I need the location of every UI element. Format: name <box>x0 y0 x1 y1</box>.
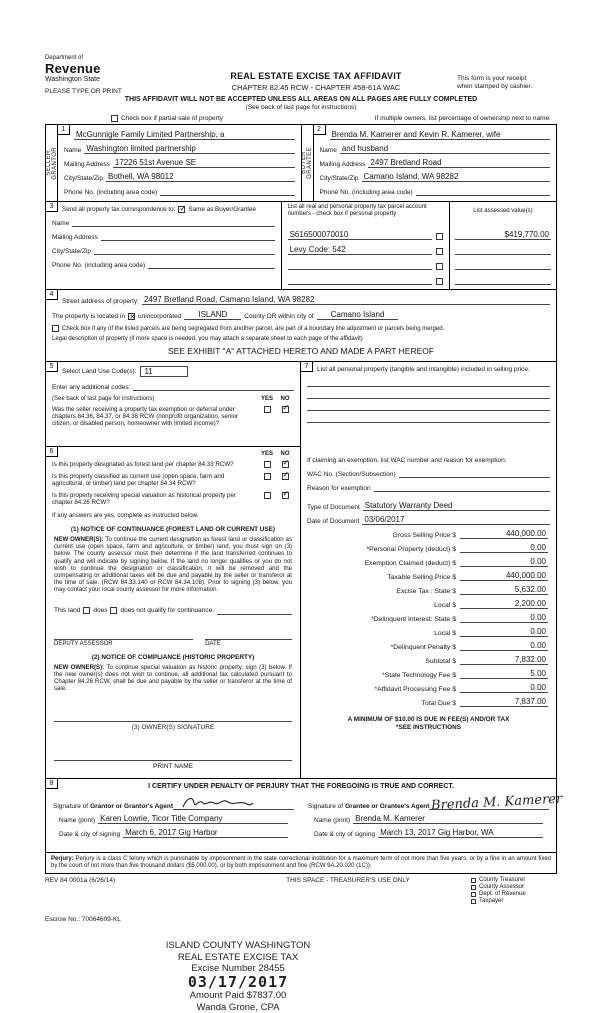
notice1-body: To continue the current designation as forest land or classification as current use (open space, farm and agriculture, or timber) land, you must sign on (3) below. The county assessor must then determine if the land transferred continues to qualify and will indicate by signing below. If the land no longer qualifies or you do not wish to continue the designation or classification, it will be removed and the compensating or additional taxes will be due and payable by the seller or transferor at the time of sale. (RCW 84.33.140 or RCW 84.34.108). Prior to signing (3) below, you may contact your local county assessor for more information. <box>54 536 292 594</box>
county-or-city-label: County OR within city of <box>244 313 314 320</box>
section-3-badge: 3 <box>46 202 58 212</box>
form-body <box>45 124 563 874</box>
section-7-badge: 7 <box>301 362 313 372</box>
current-use-question: Is this property classified as current use (open space, farm and agricultural, or timber) land per chapter 84.34 RCW? <box>52 473 225 488</box>
parcel-number-4[interactable] <box>288 275 432 285</box>
parcel-2-personal-checkbox[interactable] <box>436 248 443 255</box>
department-of-label: Department of <box>45 55 84 61</box>
historic-no-checkbox[interactable] <box>282 492 289 499</box>
street-address-field[interactable]: 2497 Bretland Road, Camano Island, WA 98282 <box>142 295 550 305</box>
certification-section <box>46 779 563 853</box>
buyer-side-word2: GRANTEE <box>307 147 313 179</box>
grantor-name-print-field[interactable]: Karen Lowrie, Ticor Title Company <box>98 814 288 824</box>
seller-phone-label: Phone No. (including area code) <box>64 189 158 196</box>
reason-label: Reason for exemption <box>307 485 371 492</box>
grantee-agent-label: Grantee or Grantee's Agent <box>345 803 430 811</box>
receipt-note <box>457 55 557 91</box>
affidavit-page <box>45 55 563 1013</box>
delinquent-interest-local-label: Local $ <box>434 630 456 637</box>
county-assessor-label: County Assessor <box>479 884 525 891</box>
minimum-fee-note: A MINIMUM OF $10.00 IS DUE IN FEE(S) AND/OR TAX <box>347 716 510 723</box>
stamp-date: 03/17/2017 <box>187 972 289 991</box>
stamp-county-line: ISLAND COUNTY WASHINGTON <box>165 940 311 952</box>
deferral-question: Was the seller receiving a property tax exemption or deferral under chapters 84.36, 84.37, or 84.38 RCW (nonprofit organization, senior citizen, or disabled person, homeowner with limited income)? <box>52 406 239 428</box>
land-use-code-label: Select Land Use Code(s): <box>62 368 137 375</box>
exemption-note: If claiming an exemption, list WAC number and reason for exemption: <box>307 457 507 464</box>
type-of-document-label: Type of Document <box>307 504 360 511</box>
taxpayer-checkbox[interactable] <box>471 899 476 904</box>
grantee-name-print-label: Name (print) <box>314 817 351 825</box>
delinquent-interest-local-value[interactable]: 0.00 <box>460 627 548 637</box>
section-4-badge: 4 <box>46 290 58 300</box>
seller-name-line2[interactable]: Washington limited partnership <box>84 144 294 154</box>
dor-logo <box>45 55 175 83</box>
current-use-yes-checkbox[interactable] <box>264 473 271 480</box>
personal-property-line-4[interactable] <box>307 411 550 423</box>
land-use-code-field[interactable]: 11 <box>140 366 188 377</box>
historic-yes-checkbox[interactable] <box>264 492 271 499</box>
exemption-claimed-label: Exemption Claimed (deduct) $ <box>364 560 456 567</box>
parcel-3-personal-checkbox[interactable] <box>436 263 443 270</box>
section-2-badge: 2 <box>314 125 326 135</box>
seller-csz-label: City/State/Zip <box>64 175 104 182</box>
multiple-owners-note: If multiple owners, list percentage of ownership next to name. <box>374 115 551 122</box>
this-land-label: This land <box>54 607 81 615</box>
stamp-tax-line: REAL ESTATE EXCISE TAX <box>177 951 299 963</box>
seller-mailing-label: Mailing Address <box>64 161 110 168</box>
grantor-date-city-field[interactable]: March 6, 2017 Gig Harbor <box>123 828 288 838</box>
county-treasurer-label: County Treasurer <box>479 877 526 884</box>
unincorporated-label: unincorporated <box>137 313 182 320</box>
grantor-name-print-label: Name (print) <box>59 817 96 825</box>
taxable-selling-price-label: Taxable Selling Price $ <box>387 574 456 581</box>
current-use-no-checkbox[interactable] <box>282 473 289 480</box>
stamp-amount-paid: Amount Paid $7837.00 <box>189 990 287 1002</box>
forest-yes-checkbox[interactable] <box>264 461 271 468</box>
grantor-signature-line[interactable] <box>173 798 294 810</box>
segregated-label: Check box if any of the listed parcels are being segregated from another parcel, are part of a boundary line adjustment or parcels being merged. <box>62 325 445 332</box>
buyer-name-line2[interactable]: and husband <box>340 144 550 154</box>
seller-name-label: Name <box>64 147 82 154</box>
grantor-signature-of-label: Signature of <box>53 803 89 811</box>
historic-question: Is this property receiving special valuation as historical property per chapter 84.26 RCW? <box>52 491 236 506</box>
seller-side-word2: GRANTOR <box>51 146 58 180</box>
seller-side-word1: SELLER <box>45 150 52 176</box>
county-assessor-checkbox[interactable] <box>471 885 476 890</box>
treasurer-use-label: THIS SPACE - TREASURER'S USE ONLY <box>286 877 410 885</box>
personal-property-section <box>301 362 556 778</box>
header-title-block <box>175 55 457 92</box>
personal-property-deduct-value[interactable]: 0.00 <box>460 543 548 553</box>
does-not-label: does not qualify for continuance. <box>120 607 215 615</box>
header-left <box>45 55 175 95</box>
wac-field[interactable] <box>399 468 550 478</box>
forest-no-checkbox[interactable] <box>282 461 289 468</box>
seller-grantor-side-label <box>46 125 58 201</box>
grantee-date-city-label: Date & city of signing <box>314 831 376 839</box>
section-6-badge: 6 <box>46 447 58 457</box>
escrow-number <box>45 916 557 923</box>
buyer-grantee-side-label <box>302 125 314 201</box>
grantor-date-city-label: Date & city of signing <box>59 831 121 839</box>
grantee-date-city-field[interactable]: March 13, 2017 Gig Harbor, WA <box>378 828 543 838</box>
grantee-signature-of-label: Signature of <box>308 803 344 811</box>
sec5-yes-header: YES <box>260 396 273 402</box>
notice-continuance-title: (1) NOTICE OF CONTINUANCE (FOREST LAND OR CURRENT USE) <box>70 526 276 534</box>
does-label: does <box>93 607 108 615</box>
gross-selling-price-value[interactable]: 440,000.00 <box>460 529 548 539</box>
if-yes-note: If any answers are yes, complete as instructed below. <box>52 512 199 520</box>
wac-label: WAC No. (Section/Subsection) <box>307 471 396 478</box>
copy-distribution-list <box>471 877 557 905</box>
located-in-label: The property is located in <box>52 313 125 320</box>
see-back-note: (See back of last page for instructions) <box>52 396 155 402</box>
form-subtitle: CHAPTER 82.45 RCW - CHAPTER 458-61A WAC <box>231 83 401 92</box>
street-address-label: Street address of property: <box>62 298 139 305</box>
parcel-4-personal-checkbox[interactable] <box>436 278 443 285</box>
same-as-buyer-label: Same as Buyer/Grantee <box>188 206 256 213</box>
please-type-or-print-label: PLEASE TYPE OR PRINT <box>45 88 122 95</box>
section-8-badge: 8 <box>46 779 58 789</box>
notice1-lead: NEW OWNER(S): <box>54 536 104 544</box>
subtotal-value[interactable]: 7,832.00 <box>460 655 548 665</box>
tax-correspondence-section <box>46 202 556 290</box>
personal-property-line-3[interactable] <box>307 399 550 411</box>
corr-csz-label: City/State/Zip <box>52 248 92 255</box>
county-field[interactable]: ISLAND <box>184 310 241 320</box>
assessed-values-header: List assessed value(s) <box>473 208 533 214</box>
forest-land-question: Is this property designated as forest land per chapter 84.33 RCW? <box>52 461 234 468</box>
buyer-name-line1[interactable]: Brenda M. Kamerer and Kevin R. Kamerer, wife <box>330 130 551 140</box>
corr-mailing-field[interactable] <box>101 231 275 241</box>
escrow-label: Escrow No.: <box>45 916 81 924</box>
deferral-yes-checkbox[interactable] <box>264 406 271 413</box>
form-revision-number: REV 84 0001a (6/26/14) <box>45 877 116 885</box>
delinquent-penalty-label: *Delinquent Penalty $ <box>390 644 456 651</box>
form-title: REAL ESTATE EXCISE TAX AFFIDAVIT <box>230 71 402 81</box>
total-due-label: Total Due $ <box>421 700 456 707</box>
does-not-checkbox[interactable] <box>110 607 117 614</box>
taxpayer-label: Taxpayer <box>479 898 504 905</box>
personal-property-deduct-label: *Personal Property (deduct) $ <box>366 546 456 553</box>
corr-phone-field[interactable] <box>148 259 274 269</box>
additional-codes-field[interactable] <box>133 381 294 391</box>
print-name-line[interactable] <box>54 749 292 761</box>
escrow-value: 70064609-KL <box>81 916 121 924</box>
corr-name-label: Name <box>52 220 70 227</box>
county-treasurer-checkbox[interactable] <box>471 878 476 883</box>
personal-property-line-1[interactable] <box>307 375 550 387</box>
excise-tax-state-label: Excise Tax : State $ <box>396 588 456 595</box>
buyer-section <box>301 125 557 201</box>
grantee-signature-block <box>301 790 563 839</box>
personal-property-label: List all personal property (tangible and intangible) included in selling price. <box>317 366 530 373</box>
total-due-value[interactable]: 7,837.00 <box>460 697 548 707</box>
dept-of-revenue-label: Dept. of Revenue <box>479 891 526 898</box>
section-5-badge: 5 <box>46 362 58 372</box>
excise-tax-state-value[interactable]: 5,632.00 <box>460 585 548 595</box>
parcel-1-personal-checkbox[interactable] <box>436 233 443 240</box>
owners-signature-line[interactable] <box>54 710 292 722</box>
deputy-date-label: DATE <box>205 640 221 647</box>
corr-phone-label: Phone No. (including area code) <box>52 262 146 269</box>
buyer-phone-field[interactable] <box>416 186 550 196</box>
seller-section <box>46 125 301 201</box>
send-correspondence-label: Send all property tax correspondence to: <box>62 206 176 213</box>
grantee-signature: Brenda M. Kamerer <box>431 792 563 814</box>
buyer-name-label: Name <box>319 147 337 154</box>
state-technology-fee-label: *State Technology Fee $ <box>382 672 456 679</box>
perjury-lead: Perjury: <box>51 856 74 863</box>
perjury-notice <box>46 853 556 873</box>
partial-sale-checkbox[interactable] <box>111 115 118 122</box>
levy-code-field[interactable] <box>288 245 432 255</box>
stamp-cashier-name: Wanda Grone, CPA <box>196 1001 280 1013</box>
deputy-date-line[interactable] <box>205 630 292 640</box>
legal-description-label: Legal description of property (if more space is needed, you may attach a separate sheet to each page of the affidavit) <box>52 336 363 342</box>
washington-state-label: Washington State <box>45 76 100 83</box>
footer-row <box>45 877 557 905</box>
taxable-selling-price-value[interactable]: 440,000.00 <box>460 571 548 581</box>
levy-code-label: Levy Code: <box>289 245 331 254</box>
does-checkbox[interactable] <box>83 607 90 614</box>
assessed-value-4[interactable] <box>455 275 551 285</box>
grantee-signature-line[interactable] <box>429 792 563 814</box>
stamp-excise-number: Excise Number 28455 <box>191 963 285 975</box>
grantor-signature <box>181 795 255 811</box>
city-field[interactable]: Camano Island <box>317 310 399 320</box>
buyer-csz-label: City/State/Zip <box>319 175 359 182</box>
personal-property-line-2[interactable] <box>307 387 550 399</box>
warning-subtext: (See back of last page for instructions) <box>245 104 357 111</box>
exemption-claimed-value[interactable]: 0.00 <box>460 557 548 567</box>
parties-section <box>46 125 556 202</box>
levy-code-value: 542 <box>332 245 346 254</box>
property-address-section <box>46 290 556 362</box>
subtotal-label: Subtotal $ <box>425 658 456 665</box>
buyer-mailing-label: Mailing Address <box>319 161 366 168</box>
deferral-no-checkbox[interactable] <box>282 406 289 413</box>
receipt-note-line1: This form is your receipt <box>457 75 527 82</box>
certify-statement: I CERTIFY UNDER PENALTY OF PERJURY THAT THE FOREGOING IS TRUE AND CORRECT. <box>148 783 454 791</box>
date-of-document-field[interactable]: 03/06/2017 <box>362 515 550 525</box>
segregated-checkbox[interactable] <box>52 325 59 332</box>
delinquent-interest-state-label: *Delinquent Interest: State $ <box>370 616 456 623</box>
grantee-name-print-field[interactable]: Brenda M. Kamerer <box>353 814 543 824</box>
assessed-value-3[interactable] <box>455 260 551 270</box>
corr-name-field[interactable] <box>72 217 274 227</box>
date-of-document-label: Date of Document <box>307 518 360 525</box>
owners-signature-label: (3) OWNER(S) SIGNATURE <box>131 724 215 732</box>
perjury-text: Perjury is a class C felony which is punishable by imprisonment in the state correctional institution for a maximum term of not more than five years, or by a fine in an amount fixed by the court of not more than five thousand dollars ($5,000.00), or by both imprisonment and fine (RCW 9A.20.020 (1C)). <box>51 856 552 870</box>
grantor-agent-label: Grantor or Grantor's Agent <box>90 803 173 811</box>
state-technology-fee-value[interactable]: 5.00 <box>460 669 548 679</box>
unincorporated-checkbox[interactable] <box>128 313 135 320</box>
section-1-badge: 1 <box>58 125 70 135</box>
same-as-buyer-checkbox[interactable] <box>178 206 185 213</box>
excise-tax-local-value[interactable]: 2,200.00 <box>460 599 548 609</box>
parcel-numbers-header: List all real and personal property tax parcel account numbers - check box if personal property <box>287 204 427 217</box>
gross-selling-price-label: Gross Selling Price $ <box>392 532 456 539</box>
print-name-label: PRINT NAME <box>153 763 193 771</box>
buyer-phone-label: Phone No. (including area code) <box>319 189 413 196</box>
deputy-assessor-label: DEPUTY ASSESSOR <box>54 640 113 647</box>
notice2-body: To continue special valuation as historic property, sign (3) below. If the new owner(s) does not wish to continue, all additional tax calculated pursuant to Chapter 84.26 RCW, shall be due and payable by the seller or transferor at the time of sale. <box>54 663 293 693</box>
land-use-section <box>46 362 300 447</box>
designation-section <box>46 447 300 778</box>
continuance-line <box>217 607 292 615</box>
seller-mailing-field[interactable]: 17226 51st Avenue SE <box>113 158 295 168</box>
buyer-mailing-field[interactable]: 2497 Bretland Road <box>368 158 550 168</box>
notice-compliance-text <box>54 664 292 693</box>
assessed-value-1[interactable]: $419,770.00 <box>455 230 551 240</box>
type-of-document-field[interactable]: Statutory Warranty Deed <box>363 501 550 511</box>
deputy-assessor-signature-line[interactable] <box>54 630 193 640</box>
revenue-wordmark: Revenue <box>45 61 101 76</box>
affidavit-processing-fee-value[interactable]: 0.00 <box>460 683 548 693</box>
assessed-value-2[interactable] <box>455 245 551 255</box>
buyer-side-word1: BUYER <box>301 151 307 175</box>
notice-continuance-text <box>54 536 292 594</box>
delinquent-penalty-value[interactable]: 0.00 <box>460 641 548 651</box>
excise-tax-local-label: Local $ <box>434 602 456 609</box>
seller-phone-field[interactable] <box>160 186 294 196</box>
additional-codes-label: Enter any additional codes: <box>52 384 131 391</box>
middle-sections <box>46 362 556 779</box>
legal-description-value[interactable]: SEE EXHIBIT "A" ATTACHED HERETO AND MADE A PART HEREOF <box>167 346 435 356</box>
partial-sale-row <box>45 115 557 122</box>
header <box>45 55 557 95</box>
seller-name-line1[interactable]: McGunnigle Family Limited Partnership, a <box>74 130 295 140</box>
parcel-number-3[interactable] <box>288 260 432 270</box>
sec6-no-header: NO <box>280 451 290 457</box>
buyer-csz-field[interactable]: Camano Island, WA 98282 <box>362 172 550 182</box>
sec5-no-header: NO <box>280 396 290 402</box>
delinquent-interest-state-value[interactable]: 0.00 <box>460 613 548 623</box>
corr-mailing-label: Mailing Address <box>52 234 98 241</box>
notice-compliance-title: (2) NOTICE OF COMPLIANCE (HISTORIC PROPERTY) <box>91 653 255 661</box>
partial-sale-label: Check box if partial sale of property <box>121 115 223 122</box>
reason-field[interactable] <box>374 482 550 492</box>
dept-of-revenue-checkbox[interactable] <box>471 892 476 897</box>
corr-csz-field[interactable] <box>94 245 275 255</box>
treasurer-stamp <box>103 940 373 1013</box>
seller-csz-field[interactable]: Bothell, WA 98012 <box>106 172 294 182</box>
notice2-lead: NEW OWNER(S): <box>54 663 105 671</box>
parcel-number-1[interactable]: S616500070010 <box>288 230 432 240</box>
warning-text: THIS AFFIDAVIT WILL NOT BE ACCEPTED UNLESS ALL AREAS ON ALL PAGES ARE FULLY COMPLETED <box>124 96 478 103</box>
sec6-yes-header: YES <box>260 451 273 457</box>
grantor-signature-block <box>46 790 301 838</box>
affidavit-processing-fee-label: *Affidavit Processing Fee $ <box>374 686 456 693</box>
see-instructions-note: *SEE INSTRUCTIONS <box>396 724 461 731</box>
receipt-note-line2: when stamped by cashier. <box>457 83 533 90</box>
